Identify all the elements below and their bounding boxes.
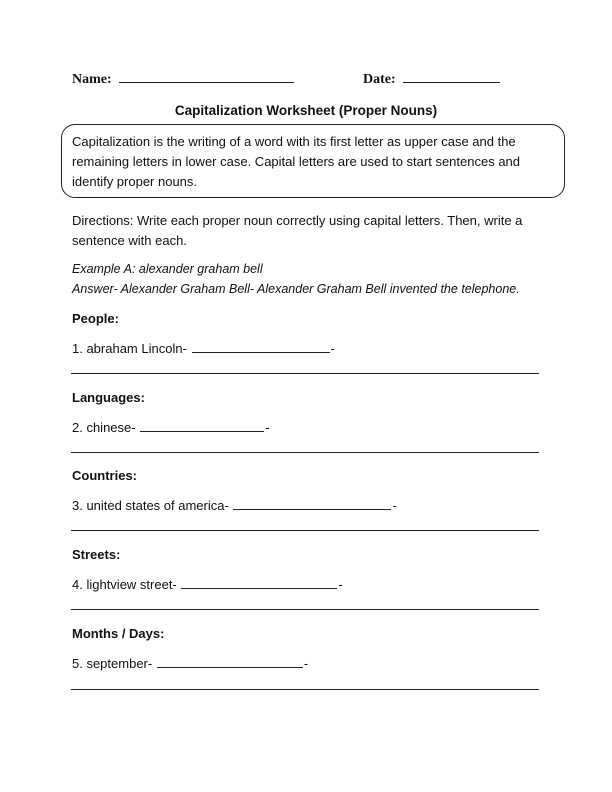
blank-suffix: -: [330, 341, 335, 356]
date-field[interactable]: [363, 72, 500, 88]
answer-blank[interactable]: [157, 656, 303, 668]
exercise-prompt: 2. chinese-: [72, 420, 136, 435]
blank-suffix: -: [392, 498, 397, 513]
name-field[interactable]: [72, 72, 294, 88]
exercise-item-1: [72, 341, 335, 356]
answer-blank[interactable]: [233, 498, 391, 510]
sentence-line[interactable]: [71, 530, 539, 531]
definition-box: [61, 124, 565, 198]
exercise-item-2: [72, 420, 270, 435]
blank-suffix: -: [338, 577, 343, 592]
example-answer: Answer- Alexander Graham Bell- Alexander Graham Bell invented the telephone.: [72, 282, 520, 296]
exercise-prompt: 3. united states of america-: [72, 498, 229, 513]
exercise-item-4: [72, 577, 343, 592]
sentence-line[interactable]: [71, 452, 539, 453]
worksheet-title: Capitalization Worksheet (Proper Nouns): [174, 103, 438, 118]
exercise-prompt: 4. lightview street-: [72, 577, 177, 592]
sentence-line[interactable]: [71, 373, 539, 374]
name-label: Name:: [72, 72, 112, 87]
date-blank[interactable]: [403, 82, 500, 83]
answer-blank[interactable]: [192, 341, 330, 353]
definition-text: Capitalization is the writing of a word with its first letter as upper case and the remaining letters in lower case. Capital letters are used to start sentences and identify proper nouns.: [72, 134, 521, 189]
section-heading-people: People:: [72, 311, 119, 326]
name-blank[interactable]: [119, 82, 294, 83]
section-heading-countries: Countries:: [72, 468, 137, 483]
exercise-prompt: 5. september-: [72, 656, 153, 671]
blank-suffix: -: [265, 420, 270, 435]
blank-suffix: -: [303, 656, 309, 671]
exercise-item-3: [72, 498, 397, 513]
answer-blank[interactable]: [181, 577, 337, 589]
section-heading-months-days: Months / Days:: [72, 626, 165, 641]
section-heading-languages: Languages:: [72, 390, 145, 405]
directions-text: Directions: Write each proper noun correctly using capital letters. Then, write a sentence with each.: [72, 213, 523, 248]
answer-blank[interactable]: [140, 420, 264, 432]
sentence-line[interactable]: [71, 609, 539, 610]
date-label: Date:: [363, 72, 396, 87]
section-heading-streets: Streets:: [72, 547, 121, 562]
exercise-prompt: 1. abraham Lincoln-: [72, 341, 187, 356]
exercise-item-5: [72, 656, 308, 671]
sentence-line[interactable]: [71, 689, 539, 690]
example-prompt: Example A: alexander graham bell: [72, 262, 263, 276]
